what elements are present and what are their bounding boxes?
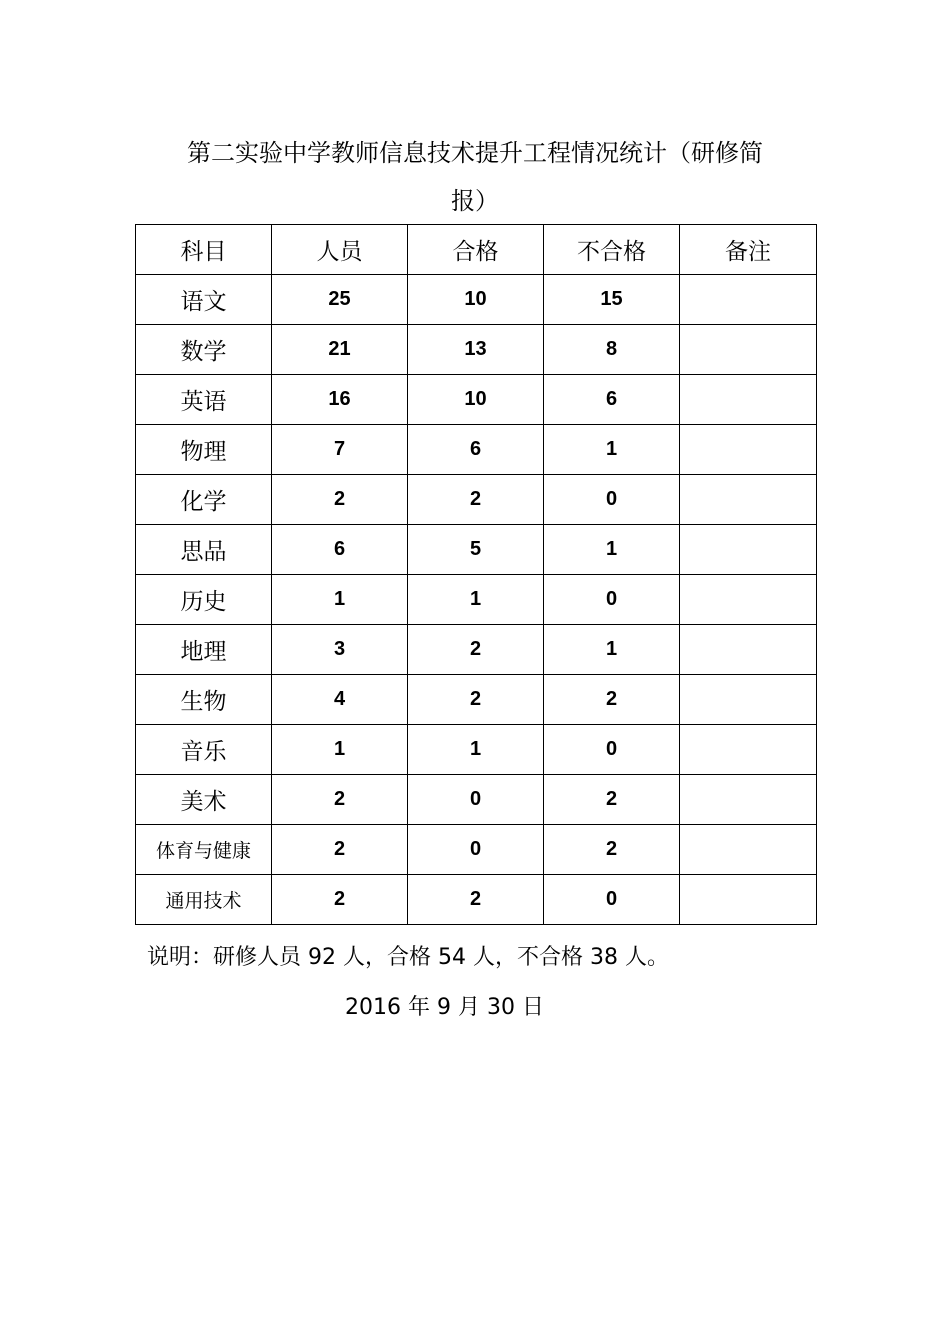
header-pass: 合格 (408, 225, 544, 275)
cell-remark (680, 275, 817, 325)
cell-total: 2 (272, 825, 408, 875)
cell-remark (680, 775, 817, 825)
cell-total: 1 (272, 575, 408, 625)
cell-pass: 1 (408, 575, 544, 625)
statistics-table (135, 224, 817, 925)
table-row (136, 325, 817, 375)
cell-pass: 5 (408, 525, 544, 575)
cell-total: 25 (272, 275, 408, 325)
table-row (136, 625, 817, 675)
cell-subject: 通用技术 (136, 875, 272, 925)
cell-subject: 美术 (136, 775, 272, 825)
cell-pass: 2 (408, 475, 544, 525)
cell-remark (680, 625, 817, 675)
cell-remark (680, 875, 817, 925)
cell-pass: 0 (408, 775, 544, 825)
cell-subject: 思品 (136, 525, 272, 575)
table-row (136, 375, 817, 425)
cell-total: 16 (272, 375, 408, 425)
cell-fail: 2 (544, 775, 680, 825)
cell-remark (680, 325, 817, 375)
header-fail: 不合格 (544, 225, 680, 275)
cell-fail: 8 (544, 325, 680, 375)
cell-subject: 物理 (136, 425, 272, 475)
cell-pass: 0 (408, 825, 544, 875)
cell-subject: 化学 (136, 475, 272, 525)
cell-remark (680, 425, 817, 475)
cell-remark (680, 525, 817, 575)
cell-total: 6 (272, 525, 408, 575)
cell-fail: 0 (544, 725, 680, 775)
cell-subject: 生物 (136, 675, 272, 725)
cell-total: 3 (272, 625, 408, 675)
cell-subject: 地理 (136, 625, 272, 675)
cell-remark (680, 575, 817, 625)
cell-subject: 体育与健康 (136, 825, 272, 875)
table-row (136, 775, 817, 825)
cell-subject: 数学 (136, 325, 272, 375)
cell-subject: 音乐 (136, 725, 272, 775)
cell-pass: 2 (408, 875, 544, 925)
table-row (136, 475, 817, 525)
cell-total: 2 (272, 875, 408, 925)
cell-pass: 1 (408, 725, 544, 775)
cell-pass: 6 (408, 425, 544, 475)
cell-total: 7 (272, 425, 408, 475)
header-remark: 备注 (680, 225, 817, 275)
table-row (136, 675, 817, 725)
cell-remark (680, 825, 817, 875)
cell-total: 2 (272, 475, 408, 525)
table-row (136, 425, 817, 475)
table-row (136, 575, 817, 625)
cell-total: 4 (272, 675, 408, 725)
cell-fail: 1 (544, 625, 680, 675)
cell-total: 21 (272, 325, 408, 375)
table-row (136, 825, 817, 875)
cell-fail: 0 (544, 475, 680, 525)
cell-remark (680, 675, 817, 725)
cell-total: 2 (272, 775, 408, 825)
table-row (136, 525, 817, 575)
summary-note: 说明：研修人员 92 人，合格 54 人，不合格 38 人。 (147, 945, 669, 970)
cell-remark (680, 375, 817, 425)
cell-total: 1 (272, 725, 408, 775)
table-header-row (136, 225, 817, 275)
table-row (136, 725, 817, 775)
document-title-line-2: 报） (451, 187, 499, 215)
cell-fail: 15 (544, 275, 680, 325)
cell-fail: 1 (544, 425, 680, 475)
cell-pass: 10 (408, 275, 544, 325)
header-subject: 科目 (136, 225, 272, 275)
cell-pass: 2 (408, 625, 544, 675)
cell-subject: 历史 (136, 575, 272, 625)
cell-pass: 13 (408, 325, 544, 375)
cell-subject: 语文 (136, 275, 272, 325)
cell-subject: 英语 (136, 375, 272, 425)
cell-remark (680, 725, 817, 775)
table-row (136, 875, 817, 925)
cell-remark (680, 475, 817, 525)
cell-fail: 0 (544, 575, 680, 625)
cell-fail: 2 (544, 825, 680, 875)
header-total: 人员 (272, 225, 408, 275)
document-title-line-1: 第二实验中学教师信息技术提升工程情况统计（研修简 (187, 139, 763, 167)
table-row (136, 275, 817, 325)
cell-fail: 6 (544, 375, 680, 425)
cell-fail: 1 (544, 525, 680, 575)
document-date: 2016 年 9 月 30 日 (345, 995, 544, 1020)
cell-pass: 2 (408, 675, 544, 725)
cell-pass: 10 (408, 375, 544, 425)
cell-fail: 2 (544, 675, 680, 725)
cell-fail: 0 (544, 875, 680, 925)
